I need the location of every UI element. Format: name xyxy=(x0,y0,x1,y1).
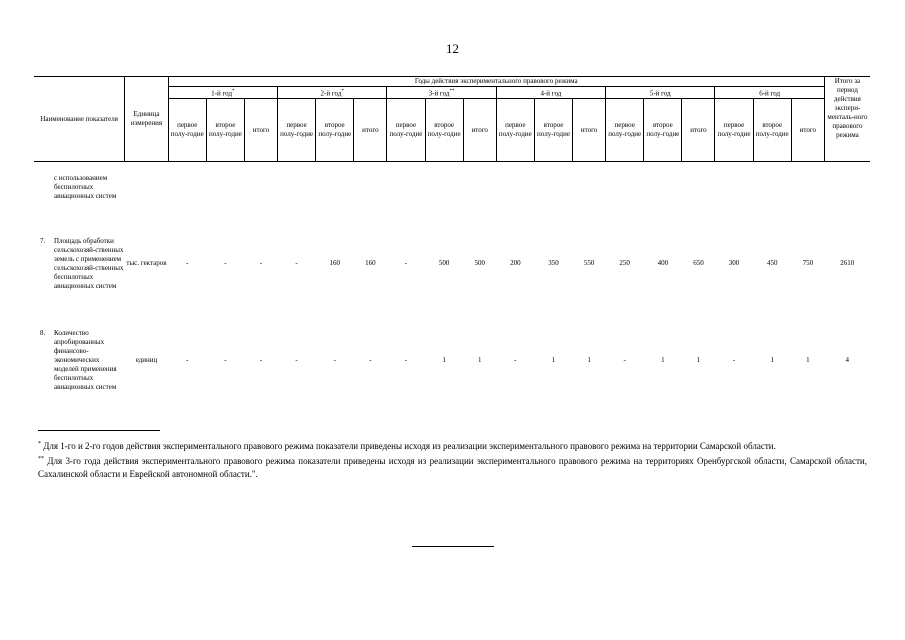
row-unit: тыс. гектаров xyxy=(126,259,167,268)
value-cell: - xyxy=(224,355,227,364)
value-cell: 650 xyxy=(693,259,704,268)
subheader-first-half: первое полу-годие xyxy=(168,99,206,162)
table-row xyxy=(34,315,870,405)
year-label: 2-й год xyxy=(320,89,342,98)
year-footnote-mark: * xyxy=(341,89,344,94)
subheader-first-half: первое полу-годие xyxy=(715,99,753,162)
year-footnote-mark: ** xyxy=(449,89,455,94)
value-cell: - xyxy=(623,355,626,364)
header-total: Итого за период действия экспери-менталь-ного правового режима xyxy=(824,77,870,162)
year-footnote-mark: * xyxy=(232,89,235,94)
header-name: Наименование показателя xyxy=(34,77,125,162)
value-cell: - xyxy=(404,355,408,364)
total-cell: 2610 xyxy=(840,259,855,268)
footnote-1-text: Для 1-го и 2-го годов действия экспериментального правового режима показатели приведены исходя из реализации экспериментального правового режима на территории Самарской области. xyxy=(41,441,776,451)
header-year-2 xyxy=(278,87,387,99)
year-label: 1-й год xyxy=(211,89,233,98)
row-number: 7. xyxy=(40,236,46,245)
subheader-first-half: первое полу-годие xyxy=(606,99,644,162)
subheader-total: итого xyxy=(573,99,606,162)
value-cell: 500 xyxy=(474,259,485,268)
table-row xyxy=(34,212,870,315)
subheader-total: итого xyxy=(682,99,715,162)
value-cell: 750 xyxy=(802,259,814,268)
value-cell: 450 xyxy=(766,259,778,268)
value-cell: 1 xyxy=(770,355,774,364)
total-cell: 4 xyxy=(845,355,849,364)
continuation-text: с использованием беспилотных авиационных систем xyxy=(54,173,117,200)
value-cell: - xyxy=(333,355,336,364)
header-year-6 xyxy=(715,87,824,99)
subheader-total: итого xyxy=(245,99,278,162)
value-cell: - xyxy=(514,355,517,364)
subheader-second-half: второе полу-годие xyxy=(753,99,791,162)
header-years-group: Годы действия экспериментального правового режима xyxy=(168,77,824,87)
value-cell: 1 xyxy=(661,355,665,364)
subheader-second-half: второе полу-годие xyxy=(534,99,572,162)
subheader-total: итого xyxy=(791,99,824,162)
page-number: 12 xyxy=(446,41,459,56)
footnote-2-mark: ** xyxy=(38,456,44,462)
value-cell: 550 xyxy=(583,259,595,268)
value-cell: 400 xyxy=(657,259,669,268)
row-name: Площадь обработки сельскохозяй-ственных земель с применением сельскохозяй-ственных беспилотных авиационных систем xyxy=(54,236,124,290)
subheader-total: итого xyxy=(463,99,496,162)
subheader-second-half: второе полу-годие xyxy=(206,99,244,162)
value-cell: 1 xyxy=(806,355,810,364)
footnotes xyxy=(38,440,867,483)
value-cell: 350 xyxy=(548,259,559,268)
end-separator xyxy=(412,546,494,547)
subheader-second-half: второе полу-годие xyxy=(425,99,463,162)
footnote-1-mark: * xyxy=(38,441,41,447)
value-cell: - xyxy=(295,259,298,268)
header-year-1 xyxy=(168,87,277,99)
value-cell: - xyxy=(186,355,189,364)
value-cell: - xyxy=(259,259,263,268)
subheader-second-half: второе полу-годие xyxy=(644,99,682,162)
value-cell: - xyxy=(186,259,189,268)
indicators-table xyxy=(34,76,870,405)
value-cell: 200 xyxy=(510,259,521,268)
header-year-5 xyxy=(606,87,715,99)
subheader-first-half: первое полу-годие xyxy=(278,99,316,162)
value-cell: - xyxy=(224,259,227,268)
value-cell: 1 xyxy=(477,355,482,364)
value-cell: - xyxy=(259,355,263,364)
subheader-total: итого xyxy=(354,99,387,162)
row-unit: единиц xyxy=(135,355,158,364)
header-year-4 xyxy=(496,87,605,99)
value-cell: - xyxy=(369,355,372,364)
value-cell: 250 xyxy=(619,259,630,268)
value-cell: 300 xyxy=(728,259,740,268)
subheader-first-half: первое полу-годие xyxy=(496,99,534,162)
year-label: 6-й год xyxy=(759,89,781,98)
header-unit: Единица измерения xyxy=(125,77,168,162)
footnote-2 xyxy=(38,455,867,481)
value-cell: - xyxy=(732,355,736,364)
row-name-cell xyxy=(34,315,125,405)
year-label: 4-й год xyxy=(540,89,562,98)
year-label: 3-й год xyxy=(428,89,450,98)
row-name-cell xyxy=(34,212,125,315)
value-cell: 1 xyxy=(696,355,701,364)
value-cell: 1 xyxy=(587,355,591,364)
footnote-2-text: Для 3-го года действия экспериментального правового режима показатели приведены исходя из реализации экспериментального правового режима на территориях Оренбургской области, Самарской области, Сахалинской области и Еврейской автономной области.". xyxy=(38,456,867,479)
value-cell: 1 xyxy=(442,355,446,364)
value-cell: 1 xyxy=(551,355,556,364)
subheader-second-half: второе полу-годие xyxy=(316,99,354,162)
row-name: Количество апробированных финансово-экономических моделей применения беспилотных авиационных систем xyxy=(54,328,117,391)
subheader-first-half: первое полу-годие xyxy=(387,99,425,162)
value-cell: 160 xyxy=(329,259,341,268)
row-number: 8. xyxy=(40,328,46,337)
value-cell: 160 xyxy=(365,259,376,268)
footnote-separator xyxy=(38,430,160,431)
value-cell: - xyxy=(404,259,408,268)
header-year-3 xyxy=(387,87,496,99)
value-cell: - xyxy=(295,355,298,364)
year-label: 5-й год xyxy=(649,89,671,98)
value-cell: 500 xyxy=(438,259,450,268)
footnote-1 xyxy=(38,440,867,453)
